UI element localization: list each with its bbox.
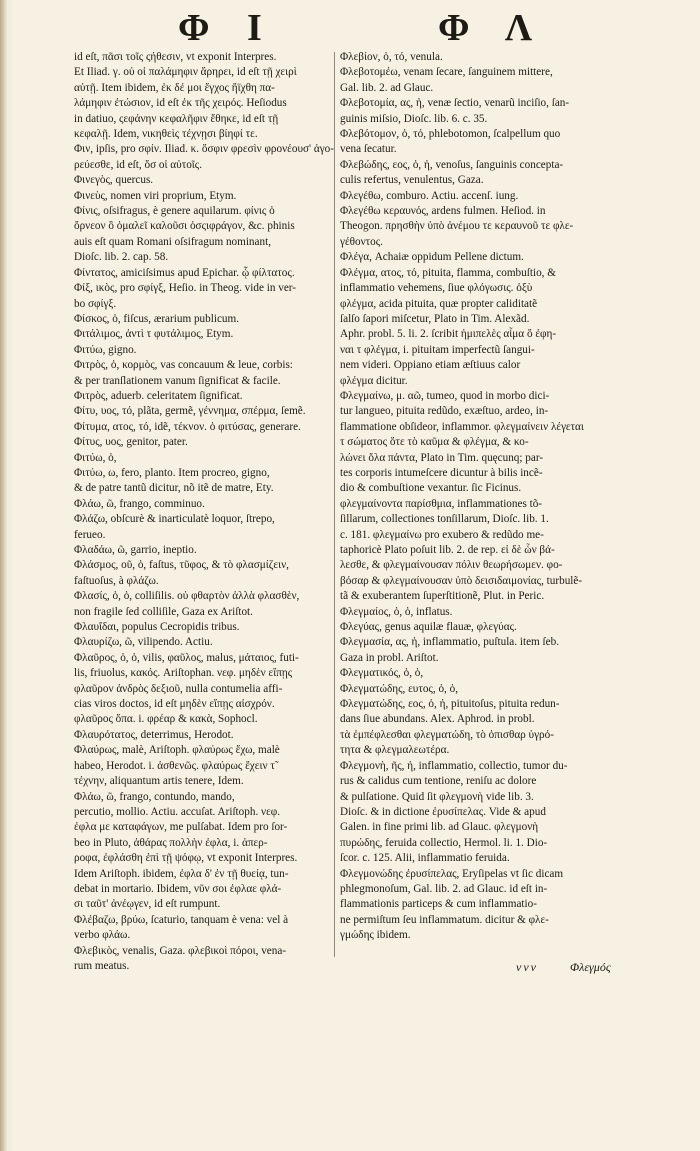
dictionary-line: rus & calidus cum tentione, reniſu ac dolore (340, 775, 537, 788)
dictionary-line: Φιτάλιμος, ἀντὶ τ φυτάλιμος, Etym. (74, 328, 234, 341)
dictionary-line: Dioſc. & in dictione ἐρυσίπελας. Vide & apud (340, 805, 546, 818)
dictionary-line: tã & exuberantem ſuperſtitionẽ, Plut. in Peric. (340, 590, 545, 603)
right-column (340, 50, 620, 944)
dictionary-line: φλεγμαίνοντα παρίσθμια, inflammationes tõ- (340, 497, 543, 510)
catchword: Φλεγμός (570, 960, 611, 974)
dictionary-line: λάμηφιν ἐτώσιον, id eſt ἐκ τῆς χειρός. Heſiodus (74, 97, 287, 110)
dictionary-line: debat in mortario. Ibidem, νῦν σοι ἐφλαε φλά- (74, 882, 282, 895)
dictionary-line: Φίξ, ικὸς, pro σφίγξ, Heſio. in Theog. vide in ver- (74, 282, 297, 295)
dictionary-line: Φιτύω, gigno. (74, 343, 137, 356)
dictionary-line: Galen. in fine primi lib. ad Glauc. φλεγμονὴ (340, 821, 539, 834)
dictionary-line: πυρώδης, feruida collectio, Hermol. li. 1. Dio- (340, 836, 548, 849)
dictionary-line: Dioſc. lib. 2. cap. 58. (74, 251, 169, 264)
dictionary-line: γέθοντος. (340, 235, 383, 248)
dictionary-line: Φλεβικὸς, venalis, Gaza. φλεβικοὶ πόροι, vena- (74, 944, 287, 957)
dictionary-line: id eſt, πᾶσι τοῖς ςήθεσιν, vt exponit Interpres. (74, 51, 277, 63)
dictionary-line: ἐφλα με καταφάγων, me pulſabat. Idem pro ſor- (74, 821, 288, 834)
dictionary-line: flammatione obſideor, inflammor. φλεγμαίνειν λέγεται (340, 420, 584, 433)
dictionary-line: Φλέγα, Achaiæ oppidum Pellene dictum. (340, 251, 524, 264)
dictionary-line: Φλεγματικός, ὁ, ὁ, (340, 667, 424, 680)
dictionary-line: dans ſiue abundans. Alex. Aphrod. in probl. (340, 713, 535, 726)
dictionary-line: αὐτῇ. Item ibidem, ἐκ δέ μοι ἔγχος ἤϊχθη πα- (74, 81, 275, 94)
dictionary-line: γμώδης ibidem. (340, 929, 411, 942)
dictionary-line: faſtuoſus, à φλάζω. (74, 574, 159, 587)
dictionary-line: bo σφίγξ. (74, 297, 117, 310)
dictionary-line: τ σώματος ὅτε τὸ καῦμα & φλέγμα, & κο- (340, 436, 529, 449)
dictionary-line: Φίτυμα, ατος, τό, idẽ, τέκνον. ὁ φιτύσας, generare. (74, 420, 301, 433)
running-head-right: Φ Λ (438, 7, 547, 49)
dictionary-line: ὄρνεον ὃ ὀμαλεῖ καλοῦσι ὀσςιφράγον, &c. phinis (74, 220, 295, 233)
dictionary-line: Φλεγέθω κεραυνός, ardens fulmen. Heſiod. in (340, 205, 546, 218)
dictionary-line: Et Iliad. γ. οὐ οἱ παλάμηφιν ἄρηρει, id eſt τῇ χειρὶ (74, 66, 297, 79)
dictionary-line: Φλεβώδης, εος, ὁ, ἡ, venoſus, ſanguinis concepta- (340, 158, 564, 171)
dictionary-line: φλέγμα, acida pituita, quæ propter caliditatẽ (340, 297, 538, 310)
dictionary-line: lis, friuolus, κακός. Ariſtophan. νεφ. μηδὲν εἴπῃς (74, 667, 293, 680)
dictionary-line: vena ſecatur. (340, 143, 397, 156)
dictionary-line: Φιτύω, ω, fero, planto. Item procreo, gigno, (74, 466, 270, 479)
dictionary-line: ρεύεσθε, id eſt, ὅσ οἱ αὐτοῖς. (74, 158, 203, 171)
dictionary-line: c. 181. φλεγμαίνω pro exubero & redũdo me- (340, 528, 544, 541)
dictionary-line: Φλεβοτομία, ας, ἡ, venæ ſectio, venarũ inciſio, ſan- (340, 97, 570, 110)
dictionary-line: ναι τ φλέγμα, i. pituitam imperfectũ ſangui- (340, 343, 535, 356)
dictionary-line: nem videri. Oppiano etiam æſtiuus calor (340, 359, 521, 372)
dictionary-line: habeo, Herodot. i. ἀσθενῶς. φλαύρως ἔχειν τ̃ (74, 759, 275, 772)
column-rule (334, 52, 335, 957)
dictionary-line: Φίσκος, ὁ, fiſcus, ærarium publicum. (74, 312, 239, 325)
dictionary-line: dio & combuſtione vexantur. ſic Ficinus. (340, 482, 522, 495)
dictionary-line: percutio, mollio. Actiu. accuſat. Ariſtoph. νεφ. (74, 805, 281, 818)
dictionary-line: σι ταῦτ' ἀνέῳγεν, id eſt rumpunt. (74, 898, 221, 911)
dictionary-line: τητα & φλεγμαλεωτέρα. (340, 744, 450, 757)
dictionary-line: & de patre tantũ dicitur, nõ itẽ de matre, Ety. (74, 482, 274, 495)
dictionary-line: ne permiſtum ſeu inflammatum. dicitur & φλε- (340, 913, 549, 926)
dictionary-line: Φιτρὸς, ὁ, κορμὸς, vas concauum & leue, corbis: (74, 359, 293, 372)
dictionary-line: Φλεβίον, ὁ, τό, venula. (340, 51, 443, 63)
dictionary-line: non fragile ſed colliſile, Gaza ex Ariſtot. (74, 605, 253, 618)
dictionary-line: ferueo. (74, 528, 106, 541)
dictionary-line: Φιτρὸς, aduerb. celeritatem ſignificat. (74, 389, 243, 402)
dictionary-line: Φλαδάω, ῶ, garrio, ineptio. (74, 544, 197, 556)
dictionary-line: ſcor. c. 125. Alii, inflammatio feruida. (340, 852, 510, 865)
dictionary-line: Φλάω, ῶ, frango, comminuo. (74, 497, 205, 510)
dictionary-line: Φλαύρως, malè, Ariſtoph. φλαύρως ἔχω, malè (74, 744, 280, 757)
dictionary-line: verbo φλάω. (74, 929, 131, 942)
dictionary-line: rum meatus. (74, 959, 130, 972)
dictionary-line: Φίτυς, υος, genitor, pater. (74, 436, 188, 449)
dictionary-line: Φλέγμα, ατος, τό, pituita, flamma, combuſtio, & (340, 266, 556, 279)
dictionary-line: taphoricè Plato poſuit lib. 2. de rep. εἰ δὲ ὧν βά- (340, 544, 555, 556)
dictionary-line: auis eſt quam Romani oſsifragum nominant, (74, 235, 271, 248)
dictionary-line: φλαῦρον ἀνδρὸς δεξιοῦ, nulla contumelia affi- (74, 682, 283, 695)
dictionary-line: τὰ ἐμπέφλεσθαι φλεγματώδη, τὸ ὀπισθαρ ὑγρό- (340, 728, 554, 741)
dictionary-line: Idem Ariſtoph. ibidem, ἐφλα δ' ἐν τῇ θυείᾳ, tun- (74, 867, 289, 880)
dictionary-line: Φλάω, ῶ, frango, contundo, mando, (74, 790, 235, 803)
dictionary-line: Φλεγμονὴ, ῆς, ἡ, inflammatio, collectio, tumor du- (340, 759, 568, 772)
dictionary-line: Φλεγματώδης, εος, ὁ, ἡ, pituitoſus, pituita redun- (340, 698, 560, 711)
dictionary-line: φλαῦρος ὄπα. i. φρέαρ & κακὰ, Sophocl. (74, 713, 258, 726)
dictionary-line: tes corporis intumeſcere dicuntur à bilis incẽ- (340, 466, 543, 479)
running-head-left: Φ Ι (178, 7, 276, 49)
dictionary-line: Φλασίς, ὁ, ὁ, colliſilis. οὐ φθαρτὸν ἀλλὰ φλασθὲν, (74, 590, 300, 603)
dictionary-line: Φλάζω, obſcurè & inarticulatè loquor, ſtrepo, (74, 513, 275, 526)
dictionary-line: Φιτύω, ὁ, (74, 451, 117, 464)
dictionary-line: Φλεβότομον, ὁ, τό, phlebotomon, ſcalpellum quo (340, 128, 561, 141)
dictionary-line: λεσθε, & φλεγμαίνουσαν πόλιν θεωρήσωμεν. φο- (340, 559, 563, 572)
signature-mark: vvv (516, 960, 538, 974)
dictionary-line: & per tranſlationem vanum ſignificat & facile. (74, 374, 281, 387)
dictionary-line: Φλεγμαίνω, μ. αῶ, tumeo, quod in morbo dici- (340, 389, 550, 402)
dictionary-line: flammationis particeps & cum inflammatio- (340, 898, 537, 911)
dictionary-line: Φίτυ, υος, τό, plãta, germẽ, γέννημα, σπέρμα, ſemẽ. (74, 405, 306, 418)
dictionary-line: Φλεγέθω, comburo. Actiu. accenſ. iung. (340, 189, 519, 202)
dictionary-line: beo in Pluto, ἀθάρας πολλὴν ἐφλα, i. ἀπερ- (74, 836, 268, 849)
dictionary-line: Φλαυΐδαι, populus Cecropidis tribus. (74, 621, 240, 634)
page-gutter-shadow (0, 0, 8, 1151)
dictionary-line: ſalſo ſapori miſcetur, Plato in Tim. Alexãd. (340, 312, 530, 325)
dictionary-line: ſillarum, collectiones tonſillarum, Dioſc. lib. 1. (340, 513, 549, 526)
dictionary-line: Φλαυρότατος, deterrimus, Herodot. (74, 728, 234, 741)
dictionary-line: Φίντατος, amiciſsimus apud Epichar. ᾧ φίλτατος. (74, 266, 295, 279)
dictionary-line: φλέγμα dicitur. (340, 374, 408, 387)
dictionary-line: τέχνην, aliquantum artis tenere, Idem. (74, 775, 244, 788)
dictionary-line: κεφαλῇ. Idem, νικηθεὶς τέχνῃσι βίηφί τε. (74, 128, 258, 141)
dictionary-line: Φλεγματώδης, ευτος, ὁ, ὁ, (340, 682, 459, 695)
dictionary-line: Φιν, ipſis, pro σφίν. Iliad. κ. ὅσφιν φρεσὶν φρονέουσ' ἀγο- (74, 143, 334, 156)
dictionary-line: Φλεγύας, genus aquilæ flauæ, φλεγύας. (340, 621, 517, 634)
dictionary-line: Φινεὺς, nomen viri proprium, Etym. (74, 189, 237, 202)
dictionary-line: Φινεγὸς, quercus. (74, 174, 154, 187)
dictionary-line: in datiuo, ςεφάνην κεφαλῆφιν ἔθηκε, id eſt τῇ (74, 112, 279, 125)
dictionary-line: Φλέβαζω, βρύω, ſcaturio, tanquam è vena: vel à (74, 913, 289, 926)
dictionary-line: Gal. lib. 2. ad Glauc. (340, 81, 434, 94)
dictionary-line: phlegmonoſum, Gal. lib. 2. ad Glauc. id eſt in- (340, 882, 548, 895)
dictionary-line: Φλεβοτομέω, venam ſecare, ſanguinem mittere, (340, 66, 553, 79)
dictionary-line: tur langueo, pituita redũdo, exæſtuo, ardeo, in- (340, 405, 549, 418)
dictionary-line: culis refertus, venulentus, Gaza. (340, 174, 484, 187)
dictionary-line: cias viros doctos, id eſt μηδὲν εἴπῃς αἰσχρόν. (74, 698, 275, 711)
dictionary-line: λώνει ὅλα πάντα, Plato in Tim. quęcunq; par- (340, 451, 544, 464)
dictionary-line: & pulſatione. Quid ſit φλεγμονὴ vide lib. 3. (340, 790, 534, 803)
dictionary-line: Φλεγμαίος, ὁ, ὁ, inflatus. (340, 605, 453, 618)
dictionary-line: ροφα, ἐφλάσθη ἐπὶ τῇ ψόφῳ, vt exponit Interpres. (74, 852, 298, 865)
dictionary-line: Φλάσμος, οῦ, ὁ, faſtus, τῦφος, & τὸ φλασμίζειν, (74, 559, 289, 572)
left-column (74, 50, 346, 974)
dictionary-line: guinis miſsio, Dioſc. lib. 6. c. 35. (340, 112, 488, 125)
dictionary-line: Φλεγμονώδης ἐρυσίπελας, Eryſipelas vt ſic dicam (340, 867, 564, 880)
dictionary-line: Theogon. πρησθὴν ὑπὸ ἀνέμου τε κεραυνοῦ τε φλε- (340, 220, 574, 233)
dictionary-line: Φίνις, oſsifragus, è genere aquilarum. φίνις ὁ (74, 205, 275, 218)
dictionary-line: Φλεγμασία, ας, ἡ, inflammatio, puſtula. item ſeb. (340, 636, 560, 649)
dictionary-line: Gaza in probl. Ariſtot. (340, 651, 439, 664)
dictionary-line: Φλαῦρος, ὁ, ὁ, vilis, φαῦλος, malus, μάταιος, futi- (74, 651, 299, 664)
dictionary-line: Aphr. probl. 5. li. 2. ſcribit ἡμιπελὲς αἷμα ὅ ἐφη- (340, 328, 557, 341)
dictionary-line: Φλαυρίζω, ῶ, vilipendo. Actiu. (74, 636, 213, 649)
dictionary-line: βόσαρ & φλεγμαίνουσαν ὑπὸ δεισιδαιμονίας, turbulẽ- (340, 574, 583, 587)
dictionary-line: inflammatio vehemens, ſiue φλόγωσις. ὀξὺ (340, 282, 533, 295)
